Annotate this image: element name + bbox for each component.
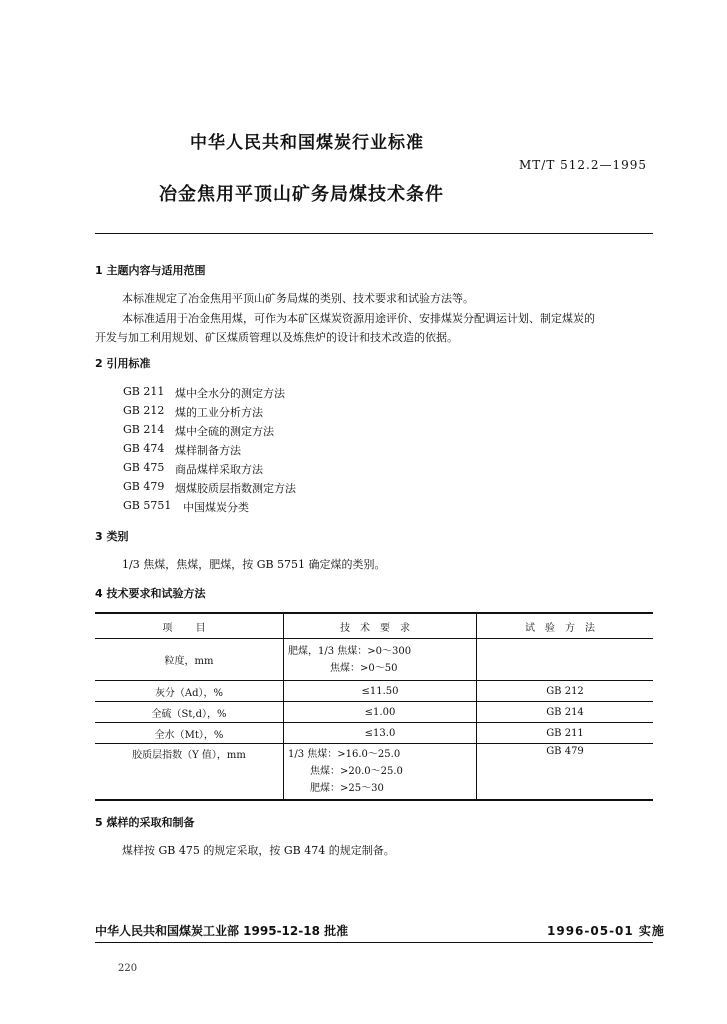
reference-title: 煤的工业分析方法 <box>175 406 263 419</box>
reference-item <box>123 461 263 477</box>
cell-requirement: ≤11.50 <box>284 681 477 702</box>
column-header-method: 试验方法 <box>477 613 654 639</box>
cell-requirement <box>284 639 477 681</box>
reference-code: GB 475 <box>123 461 165 474</box>
column-header-requirement: 技术要求 <box>284 613 477 639</box>
org-title: 中华人民共和国煤炭行业标准 <box>190 133 424 153</box>
reference-item <box>123 423 274 439</box>
table-header-row <box>95 613 653 639</box>
cell-requirement: ≤13.0 <box>284 723 477 744</box>
cell-method: GB 212 <box>477 681 654 702</box>
section-5-heading: 5 煤样的采取和制备 <box>95 816 195 829</box>
reference-title: 煤样制备方法 <box>175 444 241 457</box>
section-1-paragraph-2a: 本标准适用于冶金焦用煤，可作为本矿区煤炭资源用途评价、安排煤炭分配调运计划、制定煤炭的 <box>122 312 595 325</box>
reference-code: GB 212 <box>123 404 165 417</box>
section-1-paragraph-2b: 开发与加工利用规划、矿区煤质管理以及炼焦炉的设计和技术改造的依据。 <box>95 331 458 344</box>
approval-line: 中华人民共和国煤炭工业部 1995-12-18 批准 <box>95 924 349 938</box>
requirement-line: 肥煤：>25～30 <box>310 783 384 794</box>
reference-title: 商品煤样采取方法 <box>175 463 263 476</box>
reference-title: 中国煤炭分类 <box>183 501 249 514</box>
table-row <box>95 702 653 723</box>
technical-requirements-table <box>95 612 653 801</box>
reference-item <box>123 385 285 401</box>
effective-date: 1996-05-01 实施 <box>547 924 665 938</box>
reference-title: 煤中全水分的测定方法 <box>175 387 285 400</box>
cell-item: 全硫（St,d），% <box>95 702 284 723</box>
section-3-paragraph: 1/3 焦煤，焦煤，肥煤，按 GB 5751 确定煤的类别。 <box>122 558 386 571</box>
document-title: 冶金焦用平顶山矿务局煤技术条件 <box>159 184 444 205</box>
reference-item <box>123 442 241 458</box>
reference-code: GB 5751 <box>123 499 172 512</box>
reference-item <box>123 404 263 420</box>
reference-code: GB 211 <box>123 385 165 398</box>
cell-item: 灰分（Ad），% <box>95 681 284 702</box>
cell-method: GB 479 <box>477 744 654 801</box>
page-number: 220 <box>118 963 138 974</box>
section-2-heading: 2 引用标准 <box>95 357 151 370</box>
table-row <box>95 639 653 681</box>
section-4-heading: 4 技术要求和试验方法 <box>95 587 206 600</box>
requirement-line: 1/3 焦煤：>16.0～25.0 <box>288 749 401 760</box>
cell-requirement <box>284 744 477 801</box>
cell-item: 胶质层指数（Y 值），mm <box>95 744 284 801</box>
header-rule <box>95 233 653 234</box>
standard-number: MT/T 512.2—1995 <box>519 158 648 172</box>
reference-code: GB 214 <box>123 423 165 436</box>
table-row <box>95 723 653 744</box>
cell-method: GB 214 <box>477 702 654 723</box>
cell-item: 粒度，mm <box>95 639 284 681</box>
reference-code: GB 474 <box>123 442 165 455</box>
table-row <box>95 681 653 702</box>
column-header-item: 项 目 <box>95 613 284 639</box>
reference-title: 煤中全硫的测定方法 <box>175 425 274 438</box>
cell-method <box>477 639 654 681</box>
section-1-heading: 1 主题内容与适用范围 <box>95 264 206 277</box>
cell-method: GB 211 <box>477 723 654 744</box>
footer-rule <box>95 942 653 943</box>
reference-code: GB 479 <box>123 480 165 493</box>
table-row <box>95 744 653 801</box>
requirement-line: 肥煤，1/3 焦煤：>0～300 <box>288 645 412 657</box>
requirement-line: 焦煤：>0～50 <box>330 662 398 674</box>
cell-item: 全水（Mt），% <box>95 723 284 744</box>
section-1-paragraph-1: 本标准规定了冶金焦用平顶山矿务局煤的类别、技术要求和试验方法等。 <box>122 292 474 305</box>
reference-title: 烟煤胶质层指数测定方法 <box>175 482 296 495</box>
section-3-heading: 3 类别 <box>95 530 129 543</box>
reference-item <box>123 499 249 515</box>
requirement-line: 焦煤：>20.0～25.0 <box>310 766 403 777</box>
reference-item <box>123 480 296 496</box>
cell-requirement: ≤1.00 <box>284 702 477 723</box>
section-5-paragraph: 煤样按 GB 475 的规定采取，按 GB 474 的规定制备。 <box>122 844 395 857</box>
